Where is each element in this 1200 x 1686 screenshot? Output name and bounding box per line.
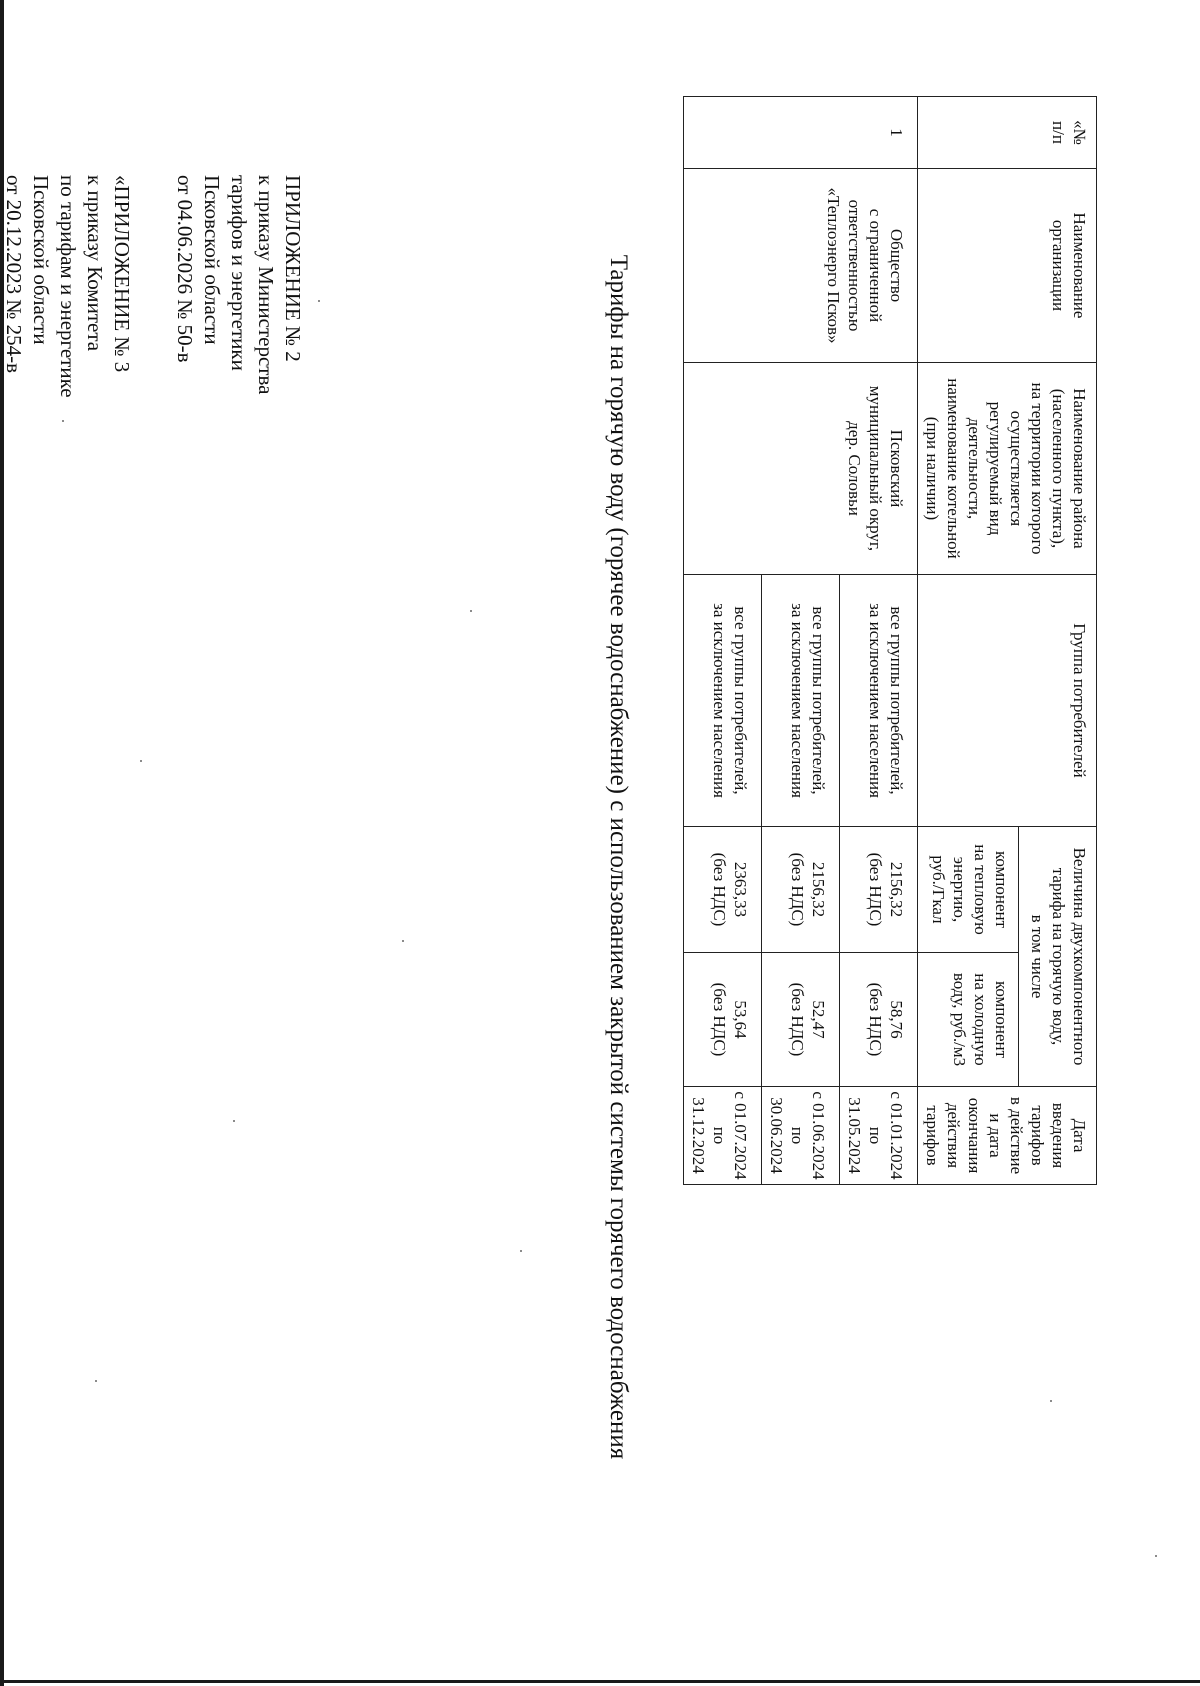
tariff-table xyxy=(683,96,1097,1563)
document-title: Тарифы на горячую воду (горячее водоснабжение) с использованием закрытой системы горячего водоснабжения xyxy=(605,254,632,1460)
appendix-line: ПРИЛОЖЕНИЕ № 2 xyxy=(281,175,305,362)
quoted-appendix-line: от 20.12.2023 № 254-в xyxy=(2,175,26,374)
cell-heat-tariff: 2363,33 (без НДС) xyxy=(684,827,762,953)
cell-organization: Общество с ограниченной ответственностью «Теплоэнерго Псков» xyxy=(684,169,918,363)
cell-period: с 01.07.2024 по 31.12.2024 xyxy=(684,1087,762,1185)
appendix-line: тарифов и энергетики xyxy=(227,175,251,371)
table-row xyxy=(840,97,918,1563)
cell-number: 1 xyxy=(684,97,918,169)
quoted-appendix-line: «ПРИЛОЖЕНИЕ № 3 xyxy=(110,175,134,373)
appendix-line: Псковской области xyxy=(200,175,224,345)
cell-period: с 01.06.2024 по 30.06.2024 xyxy=(762,1087,840,1185)
cell-district: Псковский муниципальный округ, дер. Соловьи xyxy=(684,363,918,575)
col-header-consumer-group: Группа потребителей xyxy=(918,575,1097,827)
cell-consumer-group: все группы потребителей, за исключением населения xyxy=(684,575,762,827)
cell-cold-tariff: 52,47 (без НДС) xyxy=(762,953,840,1087)
col-header-organization: Наименование организации xyxy=(918,169,1097,363)
col-header-tariff-value: Величина двухкомпонентного тарифа на горячую воду, в том числе xyxy=(1018,827,1096,1087)
cell-period: с 01.01.2024 по 31.05.2024 xyxy=(840,1087,918,1185)
blank-area xyxy=(918,1185,1097,1563)
quoted-appendix-line: Псковской области xyxy=(29,175,53,345)
col-header-cold-component: компонент на холодную воду, руб./м3 xyxy=(918,953,1019,1087)
quoted-appendix-line: по тарифам и энергетике xyxy=(56,175,80,398)
quoted-appendix-line: к приказу Комитета xyxy=(83,175,107,352)
col-header-dates: Дата введения тарифов в действие и дата окончания действия тарифов xyxy=(918,1087,1097,1185)
cell-consumer-group: все группы потребителей, за исключением населения xyxy=(762,575,840,827)
cell-cold-tariff: 53,64 (без НДС) xyxy=(684,953,762,1087)
appendix-header xyxy=(0,175,306,398)
cell-cold-tariff: 58,76 (без НДС) xyxy=(840,953,918,1087)
cell-heat-tariff: 2156,32 (без НДС) xyxy=(840,827,918,953)
col-header-number: «№ п/п xyxy=(918,97,1097,169)
appendix-line: к приказу Министерства xyxy=(254,175,278,395)
cell-heat-tariff: 2156,32 (без НДС) xyxy=(762,827,840,953)
cell-consumer-group: все группы потребителей, за исключением населения xyxy=(840,575,918,827)
appendix-line: от 04.06.2026 № 50-в xyxy=(173,175,197,363)
col-header-district: Наименование района (населенного пункта), на территории которого осуществляется регулируемый вид деятельности, наименование котельной (при наличии) xyxy=(918,363,1097,575)
col-header-heat-component: компонент на тепловую энергию, руб./Гкал xyxy=(918,827,1019,953)
